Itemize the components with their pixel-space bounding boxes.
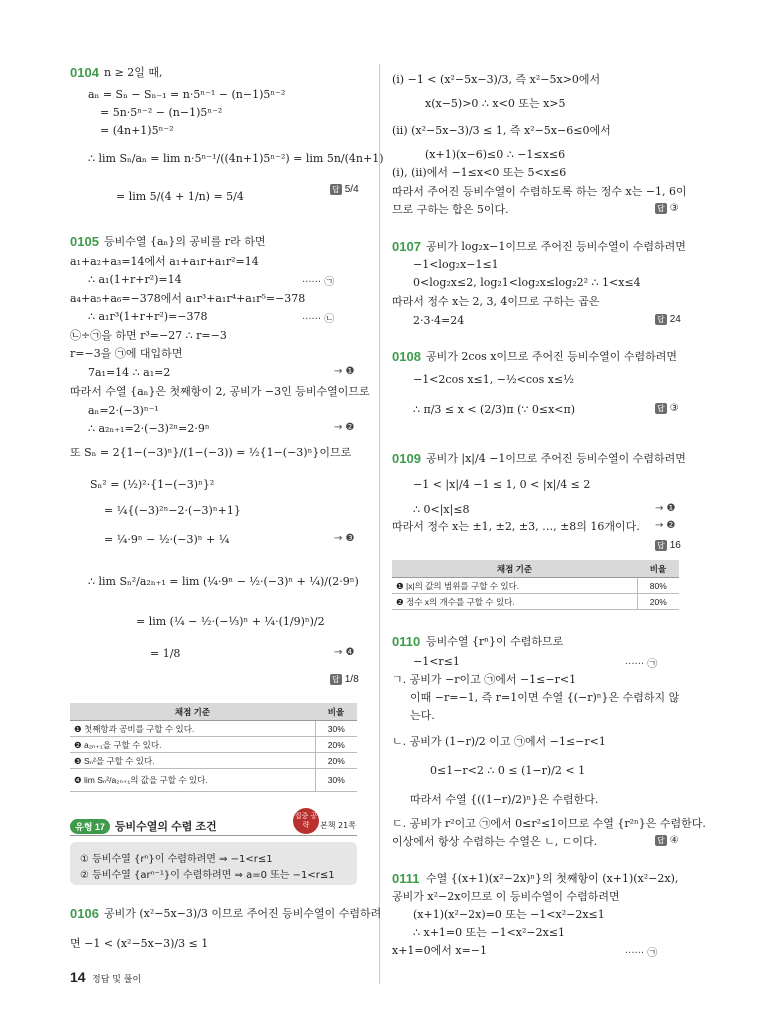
answer-tag: 답	[657, 541, 665, 550]
solution-line: (x+1)(x−6)≤0 ∴ −1≤x≤6	[425, 148, 566, 161]
solution-line: = (4n+1)5ⁿ⁻²	[100, 124, 174, 137]
solution-line: 이상에서 항상 수렴하는 수열은 ㄴ, ㄷ이다.	[392, 835, 598, 848]
solution-line: 따라서 정수 x는 2, 3, 4이므로 구하는 곱은	[392, 295, 600, 308]
table-header: 비율	[637, 560, 679, 578]
scoring-table	[392, 560, 679, 610]
concept-badge: 집중 공략	[293, 808, 319, 834]
solution-line: −1 < |x|/4 −1 ≤ 1, 0 < |x|/4 ≤ 2	[413, 478, 591, 491]
solution-line: 따라서 수열 {((1−r)/2)ⁿ}은 수렴한다.	[410, 793, 599, 806]
solution-line: = ¼·9ⁿ − ½·(−3)ⁿ + ¼	[104, 533, 230, 546]
step-marker: → ❷	[655, 520, 676, 531]
answer-tag: 답	[657, 836, 665, 845]
type-header	[70, 818, 217, 834]
solution-line: 는다.	[410, 709, 435, 722]
solution-line: aₙ = Sₙ − Sₙ₋₁ = n·5ⁿ⁻¹ − (n−1)5ⁿ⁻²	[88, 88, 286, 101]
problem-number-0104: 0104	[70, 65, 99, 80]
solution-line: = lim 5/(4 + 1/n) = 5/4	[116, 190, 244, 203]
table-row: ❷ a₂ₙ₊₁을 구할 수 있다. 20%	[70, 737, 357, 753]
solution-line: 0<log₂x≤2, log₂1<log₂x≤log₂2² ∴ 1<x≤4	[413, 276, 641, 289]
step-marker: → ❶	[655, 503, 676, 514]
solution-line: ㄴ. 공비가 (1−r)/2 이고 ㉠에서 −1≤−r<1	[392, 735, 606, 748]
problem-number-0106: 0106	[70, 906, 99, 921]
table-row: ❷ 정수 x의 개수를 구할 수 있다. 20%	[392, 594, 679, 610]
solution-line: r=−3을 ㉠에 대입하면	[70, 347, 183, 360]
equation-mark: ······ ㉠	[302, 277, 335, 288]
summary-item: ① 등비수열 {rⁿ}이 수렴하려면 ⇒ −1<r≤1	[80, 854, 273, 865]
book-reference: 본책 21쪽	[320, 821, 356, 830]
solution-line: Sₙ² = (½)²·{1−(−3)ⁿ}²	[90, 478, 215, 491]
problem-number-0107: 0107	[392, 239, 421, 254]
solution-line: 0≤1−r<2 ∴ 0 ≤ (1−r)/2 < 1	[430, 764, 586, 777]
table-header: 채점 기준	[392, 560, 637, 578]
summary-item: ② 등비수열 {arⁿ⁻¹}이 수렴하려면 ⇒ a=0 또는 −1<r≤1	[80, 870, 335, 881]
solution-line: ∴ π/3 ≤ x < (2/3)π (∵ 0≤x<π)	[413, 403, 576, 416]
solution-line: (x+1)(x²−2x)=0 또는 −1<x²−2x≤1	[413, 908, 605, 921]
solution-line: ∴ lim Sₙ²/a₂ₙ₊₁ = lim (¼·9ⁿ − ½·(−3)ⁿ + ¼)/(2·9ⁿ)	[88, 575, 359, 588]
solution-line: 면 −1 < (x²−5x−3)/3 ≤ 1	[70, 937, 209, 950]
type-badge: 유형 17	[70, 819, 110, 834]
answer-0106: 답 ③	[657, 203, 679, 214]
solution-line: (i) −1 < (x²−5x−3)/3, 즉 x²−5x>0에서	[392, 73, 601, 86]
problem-number-0109: 0109	[392, 451, 421, 466]
step-marker: → ❸	[334, 533, 355, 544]
table-row: ❶ 첫째항과 공비를 구할 수 있다. 30%	[70, 721, 357, 737]
solution-line: ∴ x+1=0 또는 −1<x²−2x≤1	[413, 926, 566, 939]
solution-line: 공비가 x²−2x이므로 이 등비수열이 수렴하려면	[392, 890, 620, 903]
table-row: ❹ lim Sₙ²/a₂ₙ₊₁의 값을 구할 수 있다. 30%	[70, 769, 357, 792]
scoring-table	[70, 703, 357, 792]
solution-line: 공비가 2cos x이므로 주어진 등비수열이 수렴하려면	[426, 350, 678, 363]
column-divider	[379, 64, 380, 984]
solution-line: n ≥ 2일 때,	[104, 66, 163, 79]
answer-0105: 답 1/8	[332, 674, 359, 685]
equation-mark: ······ ㉠	[625, 659, 658, 670]
answer-0109: 답 16	[657, 540, 681, 551]
answer-tag: 답	[332, 675, 340, 684]
step-marker: → ❹	[334, 647, 355, 658]
answer-tag: 답	[657, 315, 665, 324]
answer-tag: 답	[332, 185, 340, 194]
solution-line: ∴ a₁(1+r+r²)=14	[88, 273, 182, 286]
solution-line: = 5n·5ⁿ⁻² − (n−1)5ⁿ⁻²	[100, 106, 223, 119]
solution-line: x+1=0에서 x=−1	[392, 944, 488, 957]
solution-line: 2·3·4=24	[413, 314, 465, 327]
table-header: 채점 기준	[70, 703, 315, 721]
solution-line: a₄+a₅+a₆=−378에서 a₁r³+a₁r⁴+a₁r⁵=−378	[70, 292, 306, 305]
solution-line: 공비가 log₂x−1이므로 주어진 등비수열이 수렴하려면	[426, 240, 686, 253]
solution-line: = lim (¼ − ½·(−⅓)ⁿ + ¼·(1/9)ⁿ)/2	[136, 615, 325, 628]
solution-line: 공비가 |x|/4 −1이므로 주어진 등비수열이 수렴하려면	[426, 452, 686, 465]
table-header: 비율	[315, 703, 357, 721]
solution-line: 므로 구하는 합은 5이다.	[392, 203, 509, 216]
table-row: ❶ |x|의 값의 범위를 구할 수 있다. 80%	[392, 578, 679, 594]
solution-line: −1<log₂x−1≤1	[413, 258, 499, 271]
solution-line: 공비가 (x²−5x−3)/3 이므로 주어진 등비수열이 수렴하려	[104, 907, 382, 920]
problem-number-0111: 0111	[392, 871, 420, 886]
solution-line: 또 Sₙ = 2{1−(−3)ⁿ}/(1−(−3)) = ½{1−(−3)ⁿ}이므로	[70, 446, 352, 459]
equation-mark: ······ ㉡	[302, 314, 335, 325]
solution-line: ㉡÷㉠을 하면 r³=−27 ∴ r=−3	[70, 329, 227, 342]
solution-line: x(x−5)>0 ∴ x<0 또는 x>5	[425, 97, 566, 110]
solution-line: 등비수열 {aₙ}의 공비를 r라 하면	[104, 235, 266, 248]
problem-number-0108: 0108	[392, 349, 421, 364]
solution-line: ㄱ. 공비가 −r이고 ㉠에서 −1≤−r<1	[392, 673, 577, 686]
page-number: 14	[70, 969, 86, 985]
solution-line: 이때 −r=−1, 즉 r=1이면 수열 {(−r)ⁿ}은 수렴하지 않	[410, 691, 680, 704]
answer-tag: 답	[657, 204, 665, 213]
answer-0110: 답 ④	[657, 835, 679, 846]
solution-line: ∴ a₂ₙ₊₁=2·(−3)²ⁿ=2·9ⁿ	[88, 422, 210, 435]
answer-tag: 답	[657, 404, 665, 413]
solution-line: 등비수열 {rⁿ}이 수렴하므로	[426, 635, 564, 648]
type-title: 등비수열의 수렴 조건	[114, 821, 217, 833]
solution-line: a₁+a₂+a₃=14에서 a₁+a₁r+a₁r²=14	[70, 255, 259, 268]
answer-0107: 답 24	[657, 314, 681, 325]
solution-line: ∴ lim Sₙ/aₙ = lim n·5ⁿ⁻¹/((4n+1)5ⁿ⁻²) = lim 5n/(4n+1)	[88, 152, 384, 165]
step-marker: → ❶	[334, 366, 355, 377]
solution-line: = 1/8	[150, 647, 181, 660]
solution-line: aₙ=2·(−3)ⁿ⁻¹	[88, 404, 159, 417]
solution-line: 따라서 수열 {aₙ}은 첫째항이 2, 공비가 −3인 등비수열이므로	[70, 385, 370, 398]
solution-line: (ii) (x²−5x−3)/3 ≤ 1, 즉 x²−5x−6≤0에서	[392, 124, 611, 137]
problem-number-0105: 0105	[70, 234, 99, 249]
solution-line: 수열 {(x+1)(x²−2x)ⁿ}의 첫째항이 (x+1)(x²−2x),	[426, 872, 679, 885]
problem-number-0110: 0110	[392, 634, 421, 649]
solution-line: ∴ 0<|x|≤8	[413, 503, 470, 516]
solution-line: 따라서 정수 x는 ±1, ±2, ±3, …, ±8의 16개이다.	[392, 520, 640, 533]
answer-0104: 답 5/4	[332, 184, 359, 195]
equation-mark: ······ ㉠	[625, 948, 658, 959]
solution-line: ㄷ. 공비가 r²이고 ㉠에서 0≤r²≤1이므로 수열 {r²ⁿ}은 수렴한다.	[392, 817, 706, 830]
answer-0108: 답 ③	[657, 403, 679, 414]
solution-line: 7a₁=14 ∴ a₁=2	[88, 366, 171, 379]
table-row: ❸ Sₙ²을 구할 수 있다. 20%	[70, 753, 357, 769]
solution-line: (i), (ii)에서 −1≤x<0 또는 5<x≤6	[392, 166, 567, 179]
solution-line: ∴ a₁r³(1+r+r²)=−378	[88, 310, 208, 323]
solution-line: −1<r≤1	[413, 655, 460, 668]
solution-line: = ¼{(−3)²ⁿ−2·(−3)ⁿ+1}	[104, 504, 241, 517]
step-marker: → ❷	[334, 422, 355, 433]
solution-line: −1<2cos x≤1, −½<cos x≤½	[413, 373, 574, 386]
solution-line: 따라서 주어진 등비수열이 수렴하도록 하는 정수 x는 −1, 6이	[392, 185, 687, 198]
page-label: 정답 및 풀이	[92, 975, 142, 985]
type-underline	[70, 835, 357, 836]
